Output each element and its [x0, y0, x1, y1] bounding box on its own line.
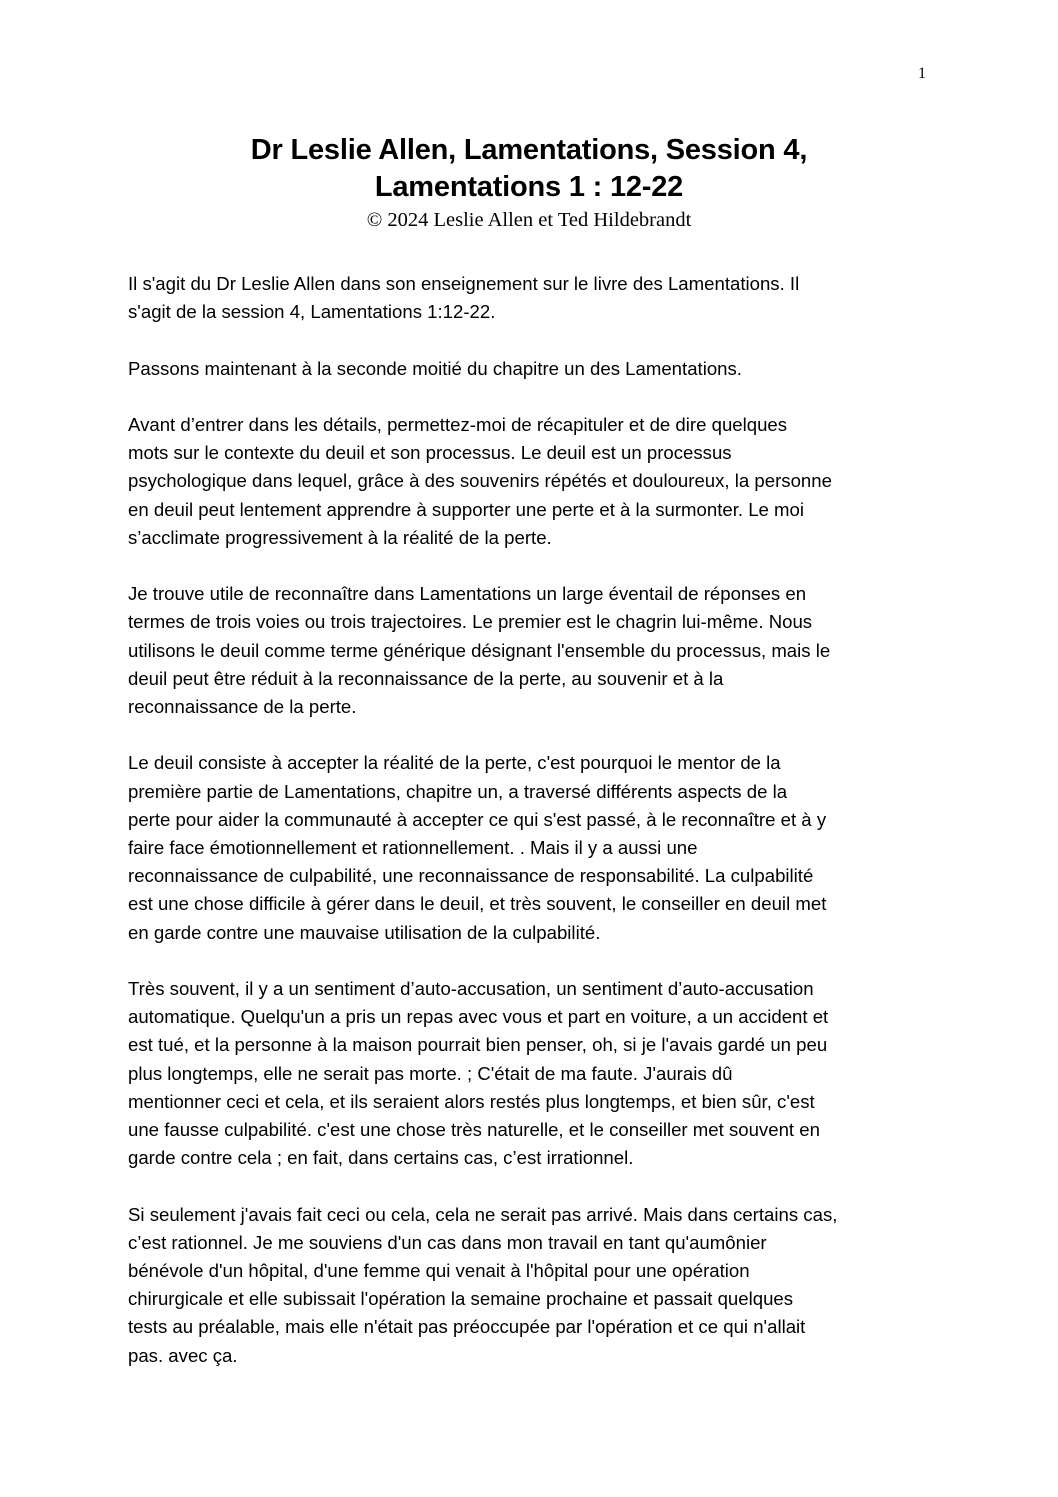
paragraph-line: mentionner ceci et cela, et ils seraient alors restés plus longtemps, et bien sûr, c'est [128, 1090, 815, 1112]
paragraph-line: première partie de Lamentations, chapitre un, a traversé différents aspects de la [128, 780, 788, 802]
paragraph [128, 411, 928, 552]
copyright-notice: © 2024 Leslie Allen et Ted Hildebrandt [366, 209, 692, 231]
paragraph-line: Si seulement j'avais fait ceci ou cela, cela ne serait pas arrivé. Mais dans certains cas, [128, 1203, 838, 1225]
paragraph-line: une fausse culpabilité. c'est une chose très naturelle, et le conseiller met souvent en [128, 1119, 820, 1141]
paragraph-line: chirurgicale et elle subissait l'opération la semaine prochaine et passait quelques [128, 1288, 794, 1310]
paragraph-line: pas. avec ça. [128, 1344, 238, 1366]
paragraph-line: bénévole d'un hôpital, d'une femme qui venait à l'hôpital pour une opération [128, 1260, 750, 1282]
page-title-line-2: Lamentations 1 : 12-22 [374, 171, 684, 203]
paragraph-line: psychologique dans lequel, grâce à des souvenirs répétés et douloureux, la personne [128, 470, 832, 492]
page-number: 1 [918, 65, 926, 82]
paragraph-line: Le deuil consiste à accepter la réalité de la perte, c'est pourquoi le mentor de la [128, 752, 781, 774]
paragraph [128, 580, 928, 721]
paragraph-line: s’acclimate progressivement à la réalité de la perte. [128, 526, 552, 548]
paragraph-line: Je trouve utile de reconnaître dans Lamentations un large éventail de réponses en [128, 583, 807, 605]
paragraph [128, 1201, 928, 1370]
document-body [128, 270, 928, 1398]
paragraph-line: est tué, et la personne à la maison pourrait bien penser, oh, si je l'avais gardé un peu [128, 1034, 828, 1056]
paragraph-line: garde contre cela ; en fait, dans certains cas, c’est irrationnel. [128, 1147, 634, 1169]
paragraph-line: automatique. Quelqu'un a pris un repas avec vous et part en voiture, a un accident et [128, 1006, 829, 1028]
paragraph-line: c’est rationnel. Je me souviens d'un cas dans mon travail en tant qu'aumônier [128, 1231, 767, 1253]
paragraph-line: reconnaissance de la perte. [128, 696, 357, 717]
paragraph-line: est une chose difficile à gérer dans le deuil, et très souvent, le conseiller en deuil met [128, 893, 827, 915]
paragraph [128, 975, 928, 1172]
document-header [0, 132, 1058, 233]
paragraph-line: Très souvent, il y a un sentiment d’auto-accusation, un sentiment d’auto-accusation [128, 978, 814, 999]
paragraph-line: plus longtemps, elle ne serait pas morte. ; C'était de ma faute. J'aurais dû [128, 1062, 733, 1084]
paragraph-line: Passons maintenant à la seconde moitié du chapitre un des Lamentations. [128, 357, 742, 379]
paragraph [128, 270, 928, 326]
paragraph-line: Avant d’entrer dans les détails, permettez-moi de récapituler et de dire quelques [128, 413, 788, 435]
paragraph [128, 355, 928, 383]
page-title-line-1: Dr Leslie Allen, Lamentations, Session 4, [250, 134, 808, 166]
paragraph-line: faire face émotionnellement et rationnellement. . Mais il y a aussi une [128, 837, 698, 858]
paragraph-line: Il s'agit du Dr Leslie Allen dans son enseignement sur le livre des Lamentations. Il [128, 273, 800, 294]
paragraph-line: termes de trois voies ou trois trajectoires. Le premier est le chagrin lui-même. Nous [128, 611, 813, 633]
paragraph-line: perte pour aider la communauté à accepter ce qui s'est passé, à le reconnaître et à y [128, 808, 827, 830]
paragraph-line: tests au préalable, mais elle n'était pas préoccupée par l'opération et ce qui n'allait [128, 1316, 806, 1338]
paragraph-line: deuil peut être réduit à la reconnaissance de la perte, au souvenir et à la [128, 667, 724, 689]
paragraph-line: s'agit de la session 4, Lamentations 1:12-22. [128, 301, 496, 323]
paragraph-line: mots sur le contexte du deuil et son processus. Le deuil est un processus [128, 442, 732, 464]
paragraph-line: utilisons le deuil comme terme générique désignant l'ensemble du processus, mais le [128, 639, 831, 661]
paragraph-line: en garde contre une mauvaise utilisation de la culpabilité. [128, 921, 601, 943]
paragraph [128, 749, 928, 946]
paragraph-line: reconnaissance de culpabilité, une reconnaissance de responsabilité. La culpabilité [128, 865, 814, 887]
paragraph-line: en deuil peut lentement apprendre à supporter une perte et à la surmonter. Le moi [128, 498, 805, 520]
